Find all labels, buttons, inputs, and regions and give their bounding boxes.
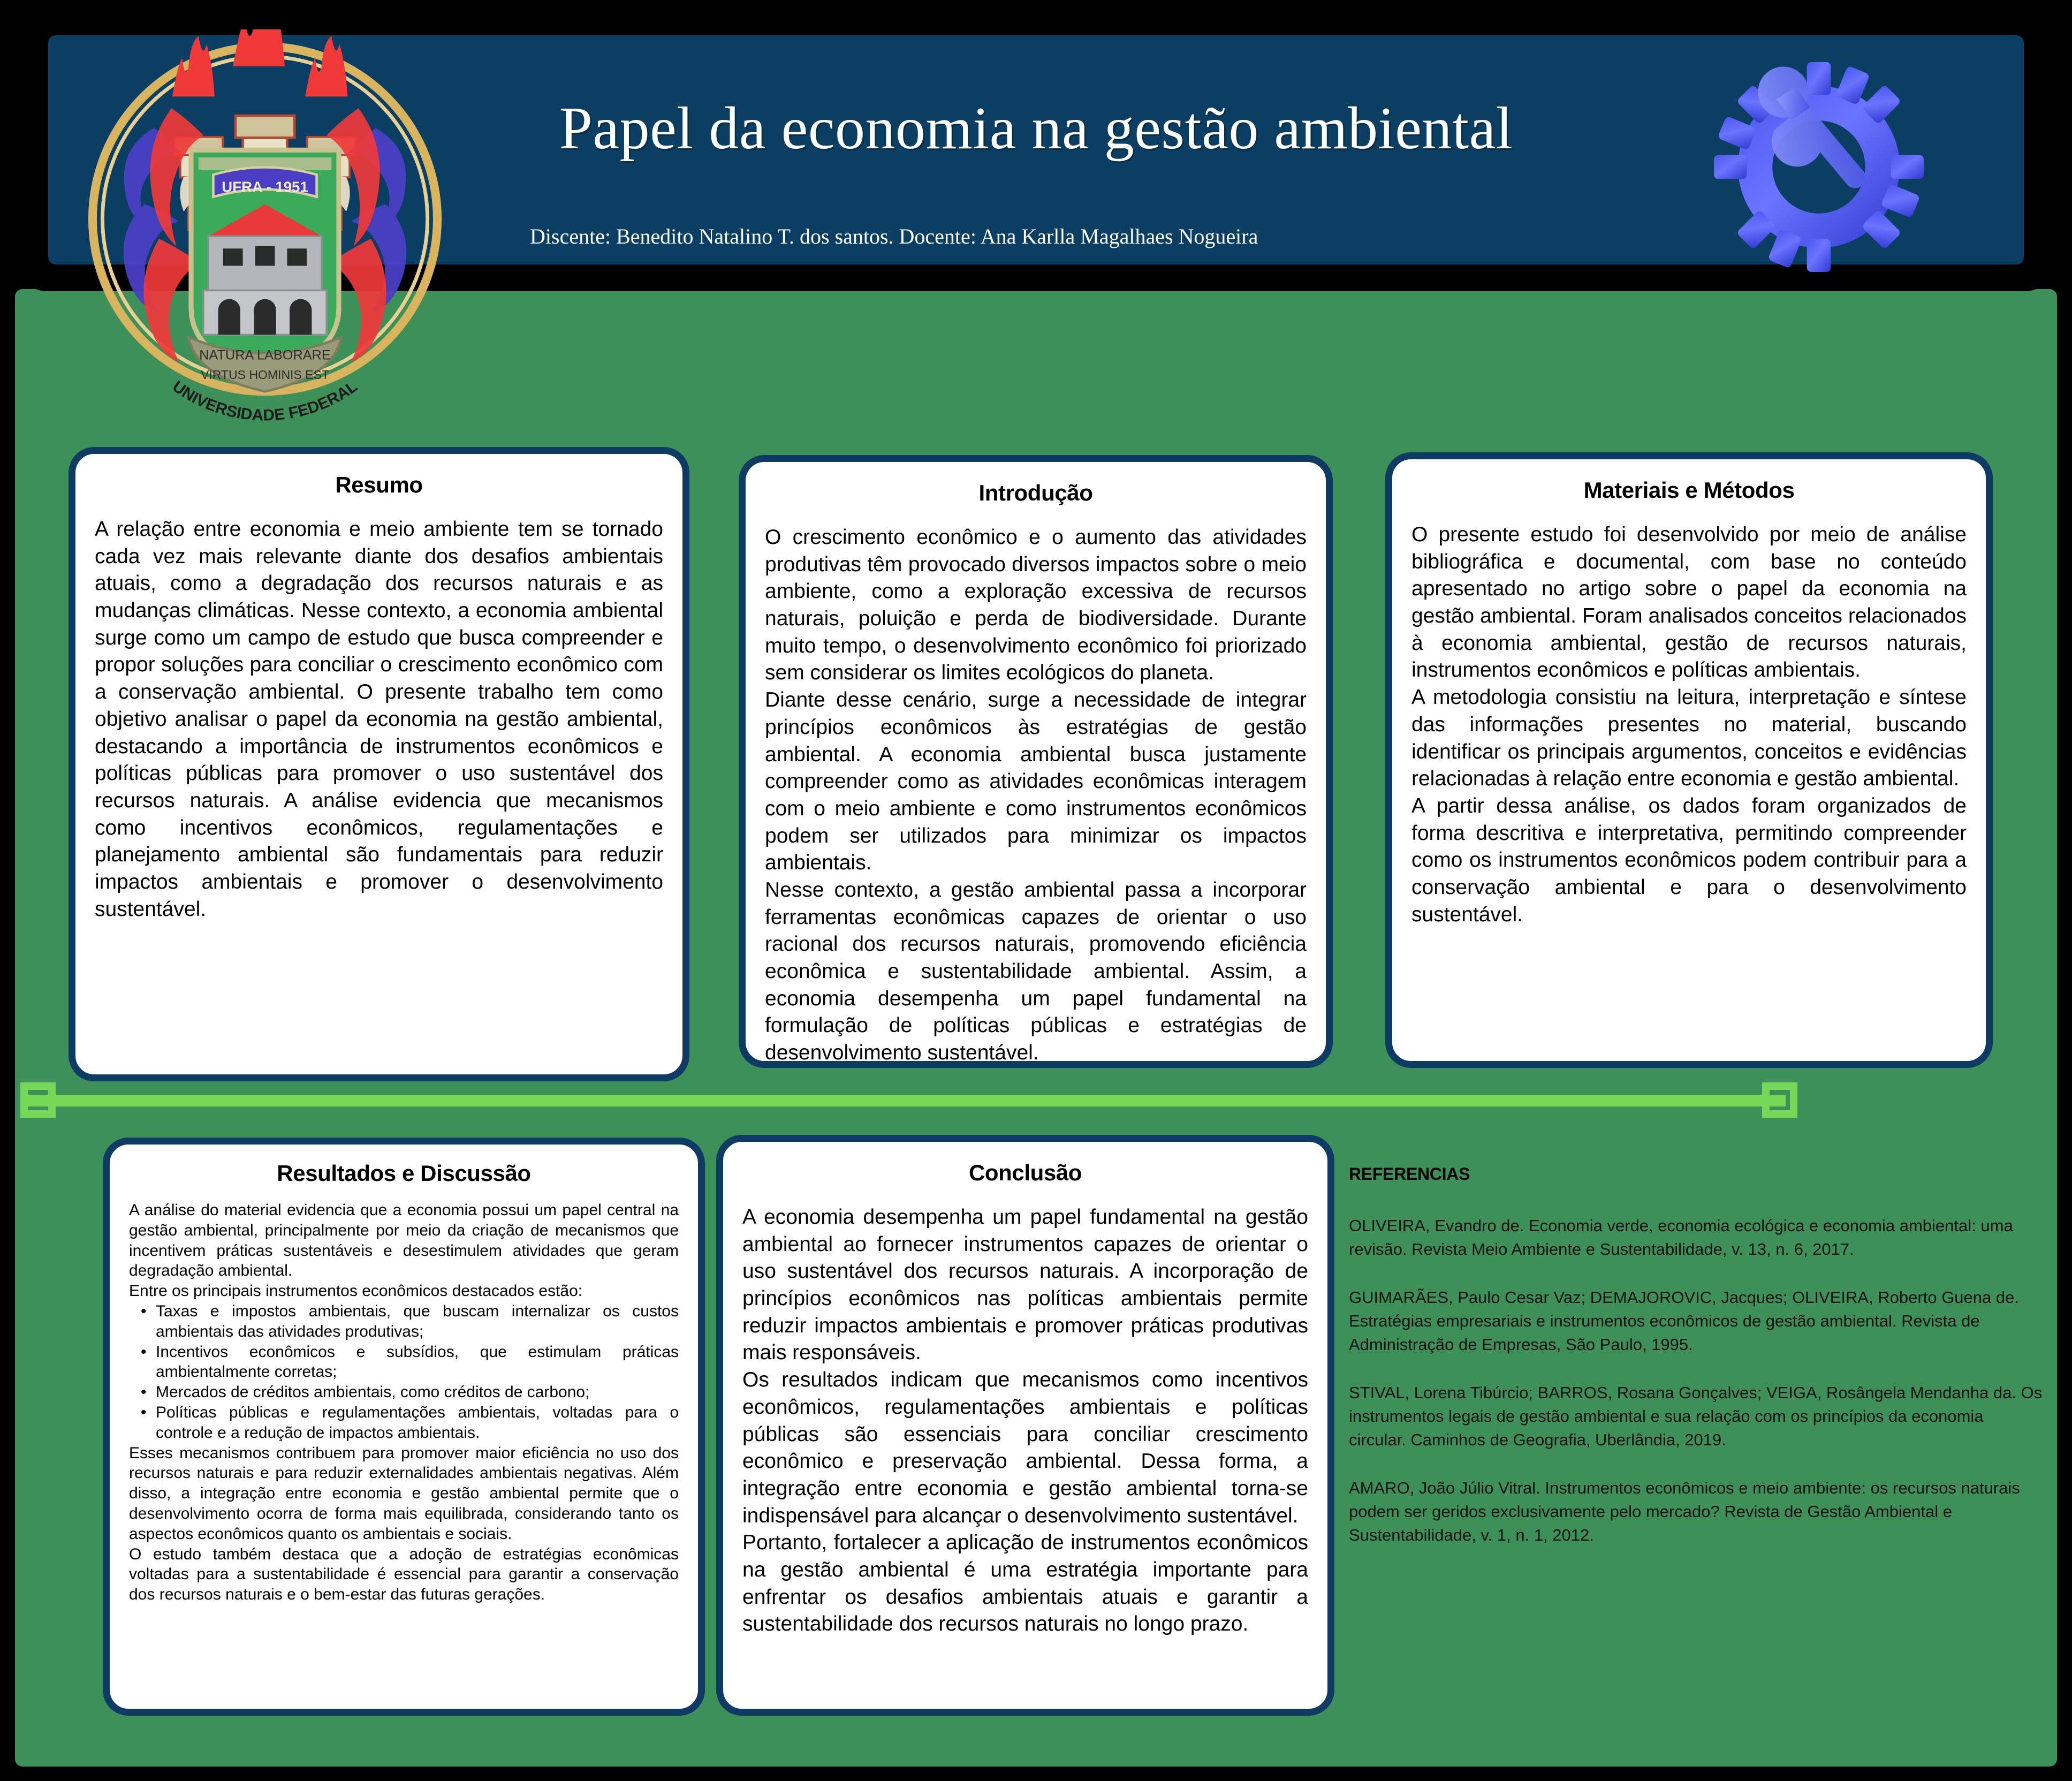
paragraph: Nesse contexto, a gestão ambiental passa a incorporar ferramentas econômicas capazes de orientar o uso racional dos recursos naturais, promovendo eficiência econômica e sustentabilidade ambiental. Assim, a economia desempenha um papel fundamental na formulação de políticas públicas e estratégias de desenvolvimento sustentável. xyxy=(765,878,1307,1065)
section-card-introducao xyxy=(739,455,1333,1068)
section-card-resumo xyxy=(69,447,689,1081)
section-body-introducao xyxy=(746,524,1326,1081)
divider-cap-left xyxy=(20,1082,56,1118)
paragraph: A economia desempenha um papel fundamental na gestão ambiental ao fornecer instrumentos capazes de orientar o uso sustentável dos recursos naturais. A incorporação de princípios econômicos nas políticas ambientais permite reduzir impactos ambientais e promover práticas produtivas mais responsáveis. xyxy=(742,1206,1308,1365)
paragraph: O presente estudo foi desenvolvido por meio de análise bibliográfica e documental, com base no conteúdo apresentado no artigo sobre o papel da economia na gestão ambiental. Foram analisados conceitos relacionados à economia ambiental, gestão de recursos naturais, instrumentos econômicos e políticas ambientais. xyxy=(1411,523,1967,682)
paragraph: Esses mecanismos contribuem para promover maior eficiência no uso dos recursos naturais e para reduzir externalidades ambientais negativas. Além disso, a integração entre economia e gestão ambiental permite que o desenvolvimento ocorra de forma mais equilibrada, considerando tanto os aspectos econômicos quanto os ambientais e sociais. xyxy=(129,1444,679,1543)
section-title-resumo: Resumo xyxy=(335,472,423,497)
section-body-resultados xyxy=(110,1200,698,1619)
section-title-materiais-metodos: Materiais e Métodos xyxy=(1583,478,1795,503)
logo-year-text: UFRA - 1951 xyxy=(222,178,308,195)
list-item: • Políticas públicas e regulamentações ambientais, voltadas para o controle e a redução de impactos ambientais. xyxy=(134,1403,679,1443)
section-body-materiais-metodos xyxy=(1392,521,1986,942)
section-divider xyxy=(25,1095,1786,1107)
section-title-resultados: Resultados e Discussão xyxy=(277,1161,531,1186)
instrument-list xyxy=(134,1301,679,1443)
logo-motto-top: NATURA LABORARE xyxy=(199,347,331,363)
reference-item: AMARO, João Júlio Vitral. Instrumentos econômicos e meio ambiente: os recursos naturais podem ser geridos exclusivamente pelo mercado? Revista de Gestão Ambiental e Sustentabilidade, v. 1, n. 1, 2012. xyxy=(1349,1479,2020,1545)
reference-item: OLIVEIRA, Evandro de. Economia verde, economia ecológica e economia ambiental: uma revisão. Revista Meio Ambiente e Sustentabilidade, v. 13, n. 6, 2017. xyxy=(1349,1216,2013,1259)
list-item: • Mercados de créditos ambientais, como créditos de carbono; xyxy=(134,1382,679,1403)
section-title-conclusao: Conclusão xyxy=(968,1160,1082,1185)
paragraph: A partir dessa análise, os dados foram organizados de forma descritiva e interpretativa, permitindo compreender como os instrumentos econômicos podem contribuir para a conservação ambiental e para o desenvolvimento sustentável. xyxy=(1411,794,1967,926)
paragraph: Os resultados indicam que mecanismos como incentivos econômicos, regulamentações ambientais e políticas públicas são essenciais para conciliar crescimento econômico e preservação ambiental. Dessa forma, a integração entre economia e gestão ambiental torna-se indispensável para alcançar o desenvolvimento sustentável. xyxy=(742,1368,1308,1527)
paragraph: A relação entre economia e meio ambiente tem se tornado cada vez mais relevante diante dos desafios ambientais atuais, como a degradação dos recursos naturais e as mudanças climáticas. Nesse contexto, a economia ambiental surge como um campo de estudo que busca compreender e propor soluções para conciliar o crescimento econômico com a conservação ambiental. O presente trabalho tem como objetivo analisar o papel da economia na gestão ambiental, destacando a importância de instrumentos econômicos e políticas públicas para promover o uso sustentável dos recursos naturais. A análise evidencia que mecanismos como incentivos econômicos, regulamentações e planejamento ambiental são fundamentais para reduzir impactos ambientais e promover o desenvolvimento sustentável. xyxy=(95,518,663,921)
gear-wrench-icon xyxy=(1661,55,1977,279)
list-item: • Taxas e impostos ambientais, que buscam internalizar os custos ambientais das atividades produtivas; xyxy=(134,1301,679,1342)
list-item: • Incentivos econômicos e subsídios, que estimulam práticas ambientalmente corretas; xyxy=(134,1342,679,1383)
logo-ring-text: UNIVERSIDADE FEDERAL xyxy=(169,377,361,425)
paragraph: Entre os principais instrumentos econômicos destacados estão: xyxy=(129,1282,583,1300)
paragraph: Diante desse cenário, surge a necessidade de integrar princípios econômicos às estratégias de gestão ambiental. A economia ambiental busca justamente compreender como as atividades econômicas interagem com o meio ambiente e como instrumentos econômicos podem ser utilizados para minimizar os impactos ambientais. xyxy=(765,688,1307,875)
paragraph: A metodologia consistiu na leitura, interpretação e síntese das informações presentes no material, buscando identificar os principais argumentos, conceitos e evidências relacionadas à relação entre economia e gestão ambiental. xyxy=(1411,686,1967,791)
section-title-introducao: Introdução xyxy=(978,480,1093,505)
section-body-conclusao xyxy=(723,1204,1327,1652)
references-block xyxy=(1349,1164,2045,1572)
page-title: Papel da economia na gestão ambiental xyxy=(559,95,1513,162)
section-card-materiais-metodos xyxy=(1385,452,1993,1068)
paragraph: A análise do material evidencia que a economia possui um papel central na gestão ambiental, principalmente por meio da criação de mecanismos que incentivem práticas sustentáveis e desestimulem atividades que geram degradação ambiental. xyxy=(129,1201,679,1280)
divider-cap-right xyxy=(1762,1082,1797,1118)
logo-motto-bottom: VIRTUS HOMINIS EST xyxy=(201,368,329,382)
section-card-conclusao xyxy=(716,1135,1334,1716)
section-body-resumo xyxy=(75,516,682,937)
paragraph: O crescimento econômico e o aumento das atividades produtivas têm provocado diversos impactos sobre o meio ambiente, como a exploração excessiva de recursos naturais, poluição e perda de biodiversidade. Durante muito tempo, o desenvolvimento econômico foi priorizado sem considerar os limites ecológicos do planeta. xyxy=(765,526,1307,685)
ufra-logo-icon xyxy=(80,29,450,428)
poster-authors: Discente: Benedito Natalino T. dos santos. Docente: Ana Karlla Magalhaes Nogueira xyxy=(530,224,1258,248)
paragraph: O estudo também destaca que a adoção de estratégias econômicas voltadas para a sustentabilidade é essencial para garantir a conservação dos recursos naturais e o bem-estar das futuras gerações. xyxy=(129,1545,679,1604)
reference-item: GUIMARÃES, Paulo Cesar Vaz; DEMAJOROVIC, Jacques; OLIVEIRA, Roberto Guena de. Estratégias empresariais e instrumentos econômicos de gestão ambiental. Revista de Administração de Empresas, São Paulo, 1995. xyxy=(1349,1288,2019,1354)
paragraph: Portanto, fortalecer a aplicação de instrumentos econômicos na gestão ambiental é uma estratégia importante para enfrentar os desafios ambientais atuais e garantir a sustentabilidade dos recursos naturais no longo prazo. xyxy=(742,1531,1308,1636)
reference-item: STIVAL, Lorena Tibúrcio; BARROS, Rosana Gonçalves; VEIGA, Rosângela Mendanha da. Os instrumentos legais de gestão ambiental e sua relação com os princípios da economia circular. Caminhos de Geografia, Uberlândia, 2019. xyxy=(1349,1383,2043,1450)
section-card-resultados xyxy=(103,1138,705,1716)
references-heading: REFERENCIAS xyxy=(1349,1164,1470,1184)
